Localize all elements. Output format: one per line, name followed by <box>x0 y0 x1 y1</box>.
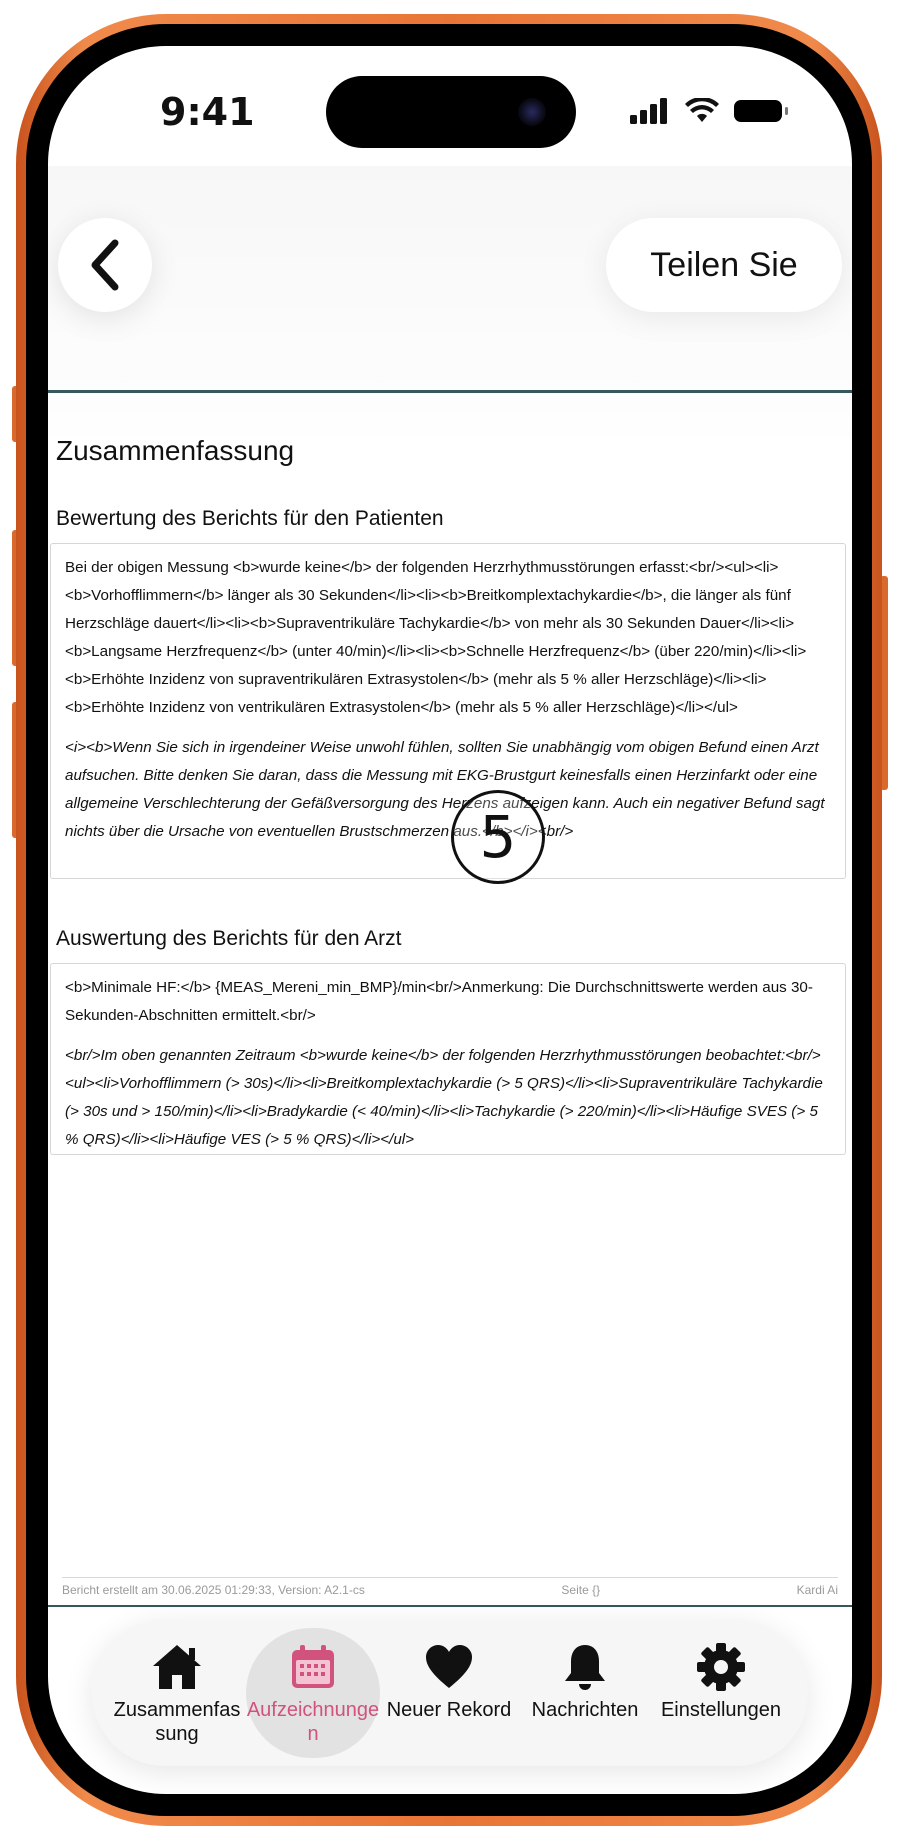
heart-icon <box>424 1644 474 1690</box>
patient-section-heading: Bewertung des Berichts für den Patienten <box>56 507 444 530</box>
tab-messages[interactable] <box>518 1628 652 1758</box>
screen <box>48 46 852 1794</box>
patient-warning-text: <i><b>Wenn Sie sich in irgendeiner Weise unwohl fühlen, sollten Sie unabhängig vom obigen Befund einen Arzt aufsuchen. Bitte denken Sie daran, dass die Messung mit EKG-Brustgurt keinesfalls einen Herzinfarkt oder eine allgemeine Verschlechterung der Gefäßversorgung des Herzens aufzeigen kann. Auch ein negativer Befund sagt nichts über die Ursache von eventuellen Brustschmerzen aus.</b></i><br/> <box>65 739 825 840</box>
tab-messages-label: Nachrichten <box>531 1699 639 1721</box>
step-marker: 5 <box>451 790 545 884</box>
top-bar <box>48 166 852 436</box>
camera-icon <box>518 98 546 126</box>
wifi-icon <box>684 98 720 124</box>
status-icons <box>630 98 782 124</box>
tab-summary-label: Zusammenfassung <box>113 1699 241 1745</box>
tab-recordings[interactable] <box>246 1628 380 1758</box>
tab-new-record[interactable] <box>382 1628 516 1758</box>
battery-icon <box>734 100 782 122</box>
tab-settings[interactable] <box>654 1628 788 1758</box>
home-icon <box>150 1642 204 1692</box>
patient-findings-text: Bei der obigen Messung <b>wurde keine</b> der folgenden Herzrhythmusstörungen erfasst:<br/><ul><li><b>Vorhofflimmern</b> länger als 30 Sekunden</li><li><b>Breitkomplextachykardie</b>, die länger als fünf Herzschläge dauert</li><li><b>Supraventrikuläre Tachykardie</b> von mehr als 30 Sekunden Dauer</li><li><b>Langsame Herzfrequenz</b> (unter 40/min)</li><li><b>Schnelle Herzfrequenz</b> (über 220/min)</li><li><b>Erhöhte Inzidenz von supraventrikulären Extrasystolen</b> (mehr als 5 % aller Herzschläge)</li><li><b>Erhöhte Inzidenz von ventrikulären Extrasystolen</b> (mehr als 5 % aller Herzschläge)</li></ul> <box>65 559 807 716</box>
report-footer <box>62 1583 838 1597</box>
calendar-icon <box>289 1643 337 1691</box>
tab-new-record-label: Neuer Rekord <box>386 1699 512 1721</box>
tab-summary[interactable] <box>110 1628 244 1758</box>
share-button[interactable]: Teilen Sie <box>606 218 842 312</box>
doctor-findings-text: <br/>Im oben genannten Zeitraum <b>wurde keine</b> der folgenden Herzrhythmusstörungen beobachtet:<br/><ul><li>Vorhofflimmern (> 30s)</li><li>Breitkomplextachykardie (> 5 QRS)</li><li>Supraventrikuläre Tachykardie (> 30s und > 150/min)</li><li>Bradykardie (< 40/min)</li><li>Tachykardie (> 220/min)</li><li>Häufige SVES (> 5 % QRS)</li><li>Häufige VES (> 5 % QRS)</li></ul> <box>65 1047 823 1148</box>
status-time: 9:41 <box>160 90 255 134</box>
tab-settings-label: Einstellungen <box>660 1699 782 1721</box>
back-button[interactable] <box>58 218 152 312</box>
report-top-divider <box>48 390 852 393</box>
patient-report-box <box>50 543 846 879</box>
report-bottom-divider <box>48 1605 852 1607</box>
tab-bar <box>92 1620 808 1766</box>
footer-brand: Kardi Ai <box>796 1583 838 1597</box>
footer-divider <box>62 1577 838 1578</box>
signal-icon <box>630 98 670 124</box>
bell-icon <box>562 1642 608 1692</box>
tab-recordings-label: Aufzeichnungen <box>246 1699 380 1745</box>
doctor-min-hr-text: <b>Minimale HF:</b> {MEAS_Mereni_min_BMP}/min<br/>Anmerkung: Die Durchschnittswerte werden aus 30-Sekunden-Abschnitten ermittelt.<br/> <box>65 979 813 1024</box>
footer-created: Bericht erstellt am 30.06.2025 01:29:33, Version: A2.1-cs <box>62 1583 365 1597</box>
gear-icon <box>696 1642 746 1692</box>
report-title: Zusammenfassung <box>56 435 295 466</box>
dynamic-island <box>326 76 576 148</box>
footer-page: Seite {} <box>561 1583 601 1597</box>
chevron-left-icon <box>85 239 125 291</box>
doctor-report-box <box>50 963 846 1155</box>
doctor-section-heading: Auswertung des Berichts für den Arzt <box>56 927 402 950</box>
